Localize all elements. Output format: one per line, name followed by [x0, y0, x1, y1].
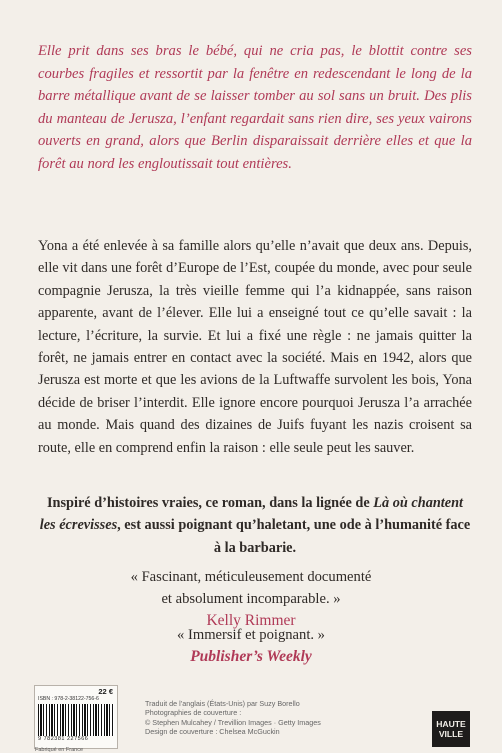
quote-line: « Immersif et poignant. »	[177, 627, 325, 643]
credit-line: © Stephen Mulcahey / Trevillion Images · Getty Images	[145, 717, 321, 727]
pitch-paragraph	[38, 492, 472, 559]
referenced-book-title: Là où chantent les écrevisses	[39, 495, 464, 534]
quote-author: Kelly Rimmer	[206, 612, 296, 629]
pitch-text-end: , est aussi poignant qu’haletant, une ode à l’humanité face à la barbarie.	[117, 517, 471, 556]
review-quote-1	[0, 566, 502, 632]
credits-block	[145, 699, 415, 736]
price-label: 22 €	[98, 687, 113, 696]
review-quote-2	[0, 624, 502, 668]
credit-line: Photographies de couverture :	[145, 708, 242, 718]
quote-line: « Fascinant, méticuleusement documenté	[130, 569, 372, 585]
quote-line: et absolument incomparable. »	[161, 591, 341, 607]
isbn-label: ISBN : 978-2-38122-756-6	[38, 696, 99, 702]
credit-line: Traduit de l’anglais (États-Unis) par Suzy Borello	[145, 699, 300, 708]
barcode-icon	[38, 704, 114, 736]
barcode-number: 9 782381 227566	[38, 736, 89, 742]
made-in-label: Fabriqué en France	[35, 747, 83, 753]
quote-source: Publisher’s Weekly	[190, 648, 312, 665]
logo-line: VILLE	[438, 729, 464, 739]
credit-line: Design de couverture : Chelsea McGuckin	[145, 726, 280, 736]
logo-line: HAUTE	[436, 719, 466, 729]
synopsis-paragraph: Yona a été enlevée à sa famille alors qu’elle n’avait que deux ans. Depuis, elle vit dans une forêt d’Europe de l’Est, coupée du monde, avec pour seule compagnie Jerusza, la très vieille femme qui l’a kidnappée, sans raison apparente, avant de l’élever. Elle lui a enseigné tout ce qu’elle savait : la lecture, l’écriture, la survie. Et lui a fixé une règle : ne jamais quitter la forêt, ne jamais entrer en contact avec la société. Mais en 1942, alors que Jerusza est morte et que les avions de la Luftwaffe survolent les bois, Yona décide de briser l’interdit. Elle ignore encore pourquoi Jerusza l’a arrachée au monde. Mais quand des dizaines de Juifs fuyant les nazis croisent sa route, elle en comprend enfin la raison : elle seule peut les sauver.	[38, 238, 472, 456]
barcode-panel	[34, 685, 118, 749]
opening-excerpt: Elle prit dans ses bras le bébé, qui ne cria pas, le blottit contre ses courbes fragiles et ressortit par la fenêtre en redescendant le long de la barre métallique avant de se laisser tomber au sol sans un bruit. Des plis du manteau de Jerusza, l’enfant regardait sans rien dire, ses yeux vairons ouverts en grand, alors que Berlin disparaissait derrière elles et que la forêt au nord les engloutissait tout entières.	[38, 43, 472, 172]
pitch-text-start: Inspiré d’histoires vraies, ce roman, dans la lignée de	[46, 495, 374, 511]
publisher-logo	[432, 711, 470, 747]
